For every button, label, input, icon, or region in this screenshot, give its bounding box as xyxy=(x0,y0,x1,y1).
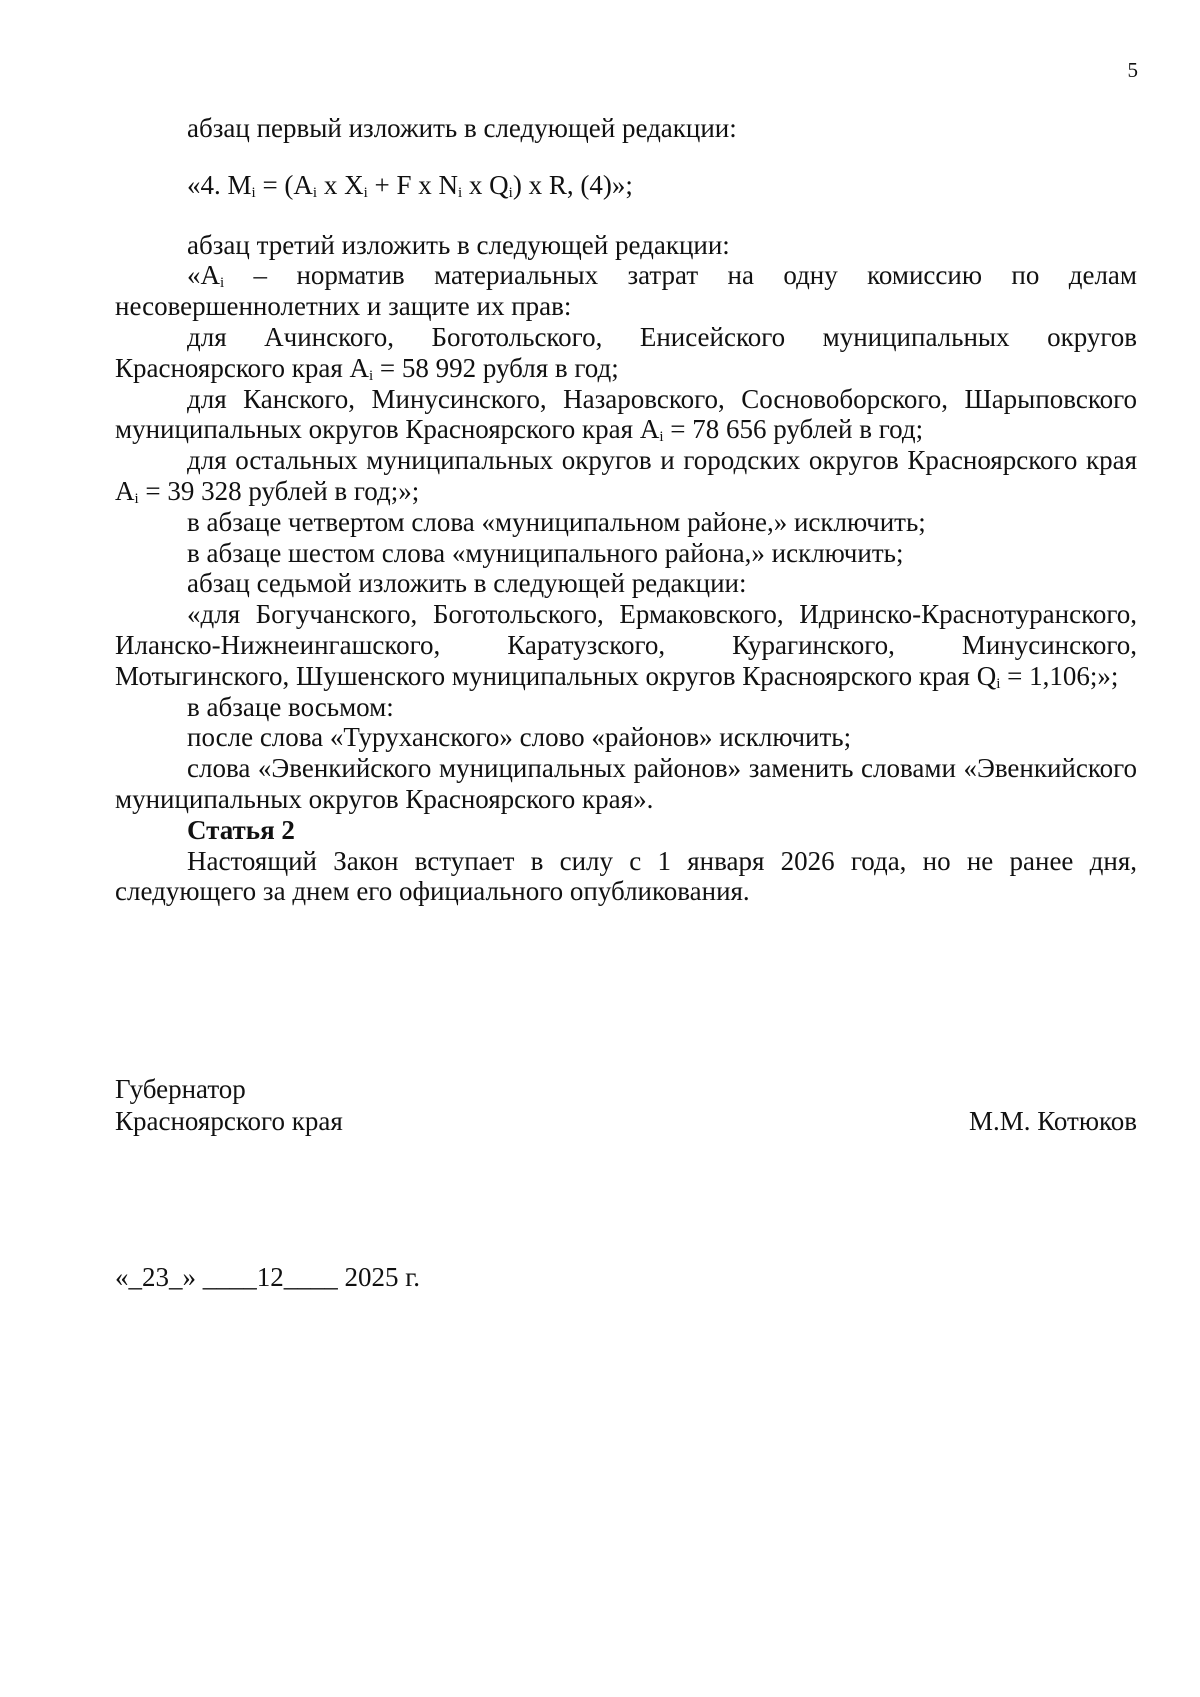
text-run: = 58 992 рубля в год; xyxy=(373,352,619,383)
paragraph: абзац седьмой изложить в следующей редакции: xyxy=(187,568,747,599)
text-run: для Канского, Минусинского, Назаровского, Сосновоборского, Шарыповского муниципальных округов Красноярского края A xyxy=(115,383,1137,445)
signatory-name: М.М. Котюков xyxy=(968,1106,1137,1136)
text-run: = 78 656 рублей в год; xyxy=(663,414,924,445)
subscript-index: i xyxy=(996,675,1001,692)
text-run: + F x N xyxy=(367,169,458,200)
subscript-index: i xyxy=(220,275,225,292)
page-number: 5 xyxy=(1127,58,1138,82)
signing-date: «_23_» ____12____ 2025 г. xyxy=(115,1262,421,1292)
text-run: для Ачинского, Боготольского, Енисейского муниципальных округов Красноярского края A xyxy=(115,321,1137,383)
paragraph: в абзаце восьмом: xyxy=(187,691,394,722)
formula xyxy=(115,170,1137,201)
text-run: «4. M xyxy=(187,169,252,200)
text-run: «для Богучанского, Боготольского, Ермаковского, Идринско-Краснотуранского, Иланско-Нижнеингашского, Каратузского, Курагинского, Минусинского, Мотыгинского, Шушенского муниципальных округов Красноярского края Q xyxy=(115,599,1137,691)
document-body xyxy=(115,113,1137,907)
paragraph xyxy=(115,599,1137,691)
text-run: ) x R, (4)»; xyxy=(512,169,633,200)
signature-block xyxy=(115,1073,1137,1137)
paragraph xyxy=(115,445,1137,507)
paragraph xyxy=(115,384,1137,446)
text-run: = 1,106;»; xyxy=(1000,660,1119,691)
text-run: – норматив материальных затрат на одну комиссию по делам несовершеннолетних и защите их прав: xyxy=(115,260,1137,322)
paragraph: в абзаце четвертом слова «муниципальном районе,» исключить; xyxy=(187,506,926,537)
paragraph xyxy=(115,260,1137,322)
subscript-index: i xyxy=(458,184,463,201)
text-run: «A xyxy=(187,260,220,291)
subscript-index: i xyxy=(368,367,374,384)
paragraph: в абзаце шестом слова «муниципального района,» исключить; xyxy=(187,537,904,568)
text-run: для остальных муниципальных округов и городских округов Красноярского края A xyxy=(115,445,1137,506)
text-run: x Q xyxy=(462,169,509,200)
text-run: = 39 328 рублей в год;»; xyxy=(138,475,420,506)
paragraph: слова «Эвенкийского муниципальных районов» заменить словами «Эвенкийского муниципальных округов Красноярского края». xyxy=(115,753,1137,814)
article-heading: Статья 2 xyxy=(187,814,295,845)
subscript-index: i xyxy=(659,429,664,446)
article-text: Настоящий Закон вступает в силу с 1 января 2026 года, но не ранее дня, следующего за днем его официального опубликования. xyxy=(115,845,1137,907)
subscript-index: i xyxy=(363,184,368,201)
paragraph: абзац третий изложить в следующей редакции: xyxy=(187,229,730,260)
subscript-index: i xyxy=(134,490,139,507)
text-run: = (A xyxy=(255,169,313,200)
signatory-region: Красноярского края xyxy=(115,1106,343,1136)
signature-row xyxy=(115,1105,1137,1137)
subscript-index: i xyxy=(508,184,513,201)
paragraph xyxy=(115,322,1137,384)
subscript-index: i xyxy=(251,184,256,201)
text-run: x X xyxy=(317,169,364,200)
signatory-position: Губернатор xyxy=(115,1074,246,1104)
paragraph: после слова «Туруханского» слово «районов» исключить; xyxy=(187,722,852,753)
paragraph: абзац первый изложить в следующей редакции: xyxy=(187,113,737,143)
subscript-index: i xyxy=(312,184,318,201)
